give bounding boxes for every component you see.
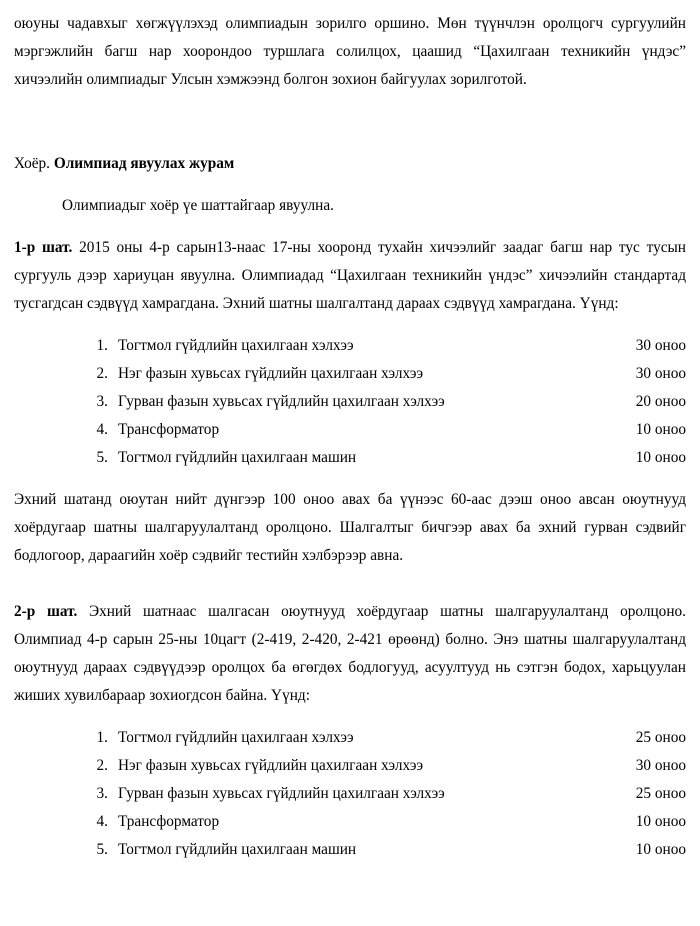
- list-item-number: 3.: [96, 785, 108, 802]
- paragraph-gap: [14, 94, 686, 150]
- stage-one-after-gap: [14, 472, 686, 486]
- stage-one-topic-list: [14, 332, 686, 472]
- stage-two-paragraph: [14, 598, 686, 710]
- list-item-score: 10 оноо: [635, 813, 686, 830]
- stage-two-gap: [14, 570, 686, 598]
- section-two-lead: Олимпиадыг хоёр үе шаттайгаар явуулна.: [62, 197, 334, 214]
- section-two-number: Хоёр.: [14, 155, 50, 172]
- list-item-number: 2.: [96, 365, 108, 382]
- list-item: [14, 836, 686, 864]
- list-item-score: 25 оноо: [635, 729, 686, 746]
- list-item-text: Тогтмол гүйдлийн цахилгаан хэлхээ: [118, 729, 354, 746]
- list-item: [14, 808, 686, 836]
- stage-one-after-paragraph: Эхний шатанд оюутан нийт дүнгээр 100 оноо авах ба үүнээс 60-аас дээш оноо авсан оюутнууд хоёрдугаар шатны шалгаруулалтанд оролцоно. Шалгалтыг бичгээр авах ба эхний гурван сэдвийг бодлогоор, дараагийн хоёр сэдвийг тестийн хэлбэрээр авна.: [14, 491, 686, 564]
- list-item-score: 30 оноо: [635, 337, 686, 354]
- list-item-text: Трансформатор: [118, 813, 220, 830]
- section-two-heading: [14, 150, 686, 178]
- list-item-text: Нэг фазын хувьсах гүйдлийн цахилгаан хэлхээ: [118, 365, 424, 382]
- lead-gap: [14, 220, 686, 234]
- stage-one-label: 1-р шат.: [14, 239, 73, 256]
- list-item-text: Гурван фазын хувьсах гүйдлийн цахилгаан хэлхээ: [118, 393, 445, 410]
- list-item-number: 5.: [96, 841, 108, 858]
- list-item-score: 20 оноо: [635, 393, 686, 410]
- intro-paragraph: оюуны чадавхыг хөгжүүлэхэд олимпиадын зорилго оршино. Мөн түүнчлэн оролцогч сургуулийн мэргэжлийн багш нар хоорондоо туршлага солилцох, цаашид “Цахилгаан техникийн үндэс” хичээлийн олимпиадыг Улсын хэмжээнд болгон зохион байгуулах зорилготой.: [14, 15, 686, 88]
- list-item-text: Тогтмол гүйдлийн цахилгаан машин: [118, 449, 357, 466]
- list-item-text: Тогтмол гүйдлийн цахилгаан хэлхээ: [118, 337, 354, 354]
- list-item-number: 2.: [96, 757, 108, 774]
- list-item-score: 30 оноо: [635, 757, 686, 774]
- section-two-title: Олимпиад явуулах журам: [53, 155, 235, 172]
- stage-two-list-gap: [14, 710, 686, 724]
- stage-one-paragraph: [14, 234, 686, 318]
- list-item: [14, 780, 686, 808]
- list-item: [14, 332, 686, 360]
- list-item-score: 10 оноо: [635, 421, 686, 438]
- list-item-score: 25 оноо: [635, 785, 686, 802]
- list-item: [14, 388, 686, 416]
- stage-two-topic-list: [14, 724, 686, 864]
- list-item-score: 10 оноо: [635, 449, 686, 466]
- list-item-number: 4.: [96, 813, 108, 830]
- list-item-number: 4.: [96, 421, 108, 438]
- list-item-number: 1.: [96, 729, 108, 746]
- list-item-score: 30 оноо: [635, 365, 686, 382]
- stage-two-label: 2-р шат.: [14, 603, 78, 620]
- stage-one-body: 2015 оны 4-р сарын13-наас 17-ны хооронд тухайн хичээлийг заадаг багш нар тус тусын сургууль дээр хариуцан явуулна. Олимпиадад “Цахилгаан техникийн үндэс” хичээлийн стандартад тусгагдсан сэдвүүд хамрагдана. Эхний шатны шалгалтанд дараах сэдвүүд хамрагдана. Үүнд:: [14, 239, 686, 312]
- stage-one-list-gap: [14, 318, 686, 332]
- list-item: [14, 416, 686, 444]
- list-item: [14, 752, 686, 780]
- list-item-text: Гурван фазын хувьсах гүйдлийн цахилгаан хэлхээ: [118, 785, 445, 802]
- list-item: [14, 444, 686, 472]
- list-item-text: Тогтмол гүйдлийн цахилгаан машин: [118, 841, 357, 858]
- list-item-number: 3.: [96, 393, 108, 410]
- list-item: [14, 724, 686, 752]
- list-item-number: 5.: [96, 449, 108, 466]
- heading-gap: [14, 178, 686, 192]
- list-item-text: Трансформатор: [118, 421, 220, 438]
- list-item-number: 1.: [96, 337, 108, 354]
- list-item-score: 10 оноо: [635, 841, 686, 858]
- stage-two-body: Эхний шатнаас шалгасан оюутнууд хоёрдугаар шатны шалгаруулалтанд оролцоно. Олимпиад 4-р сарын 25-ны 10цагт (2-419, 2-420, 2-421 өрөөнд) болно. Энэ шатны шалгаруулалтанд оюутнууд дараах сэдвүүдээр оролцох ба өгөгдөх бодлогууд, асуултууд нь сэтгэн бодох, харьцуулан жиших хувилбараар зохиогдсон байна. Үүнд:: [14, 603, 686, 704]
- list-item: [14, 360, 686, 388]
- list-item-text: Нэг фазын хувьсах гүйдлийн цахилгаан хэлхээ: [118, 757, 424, 774]
